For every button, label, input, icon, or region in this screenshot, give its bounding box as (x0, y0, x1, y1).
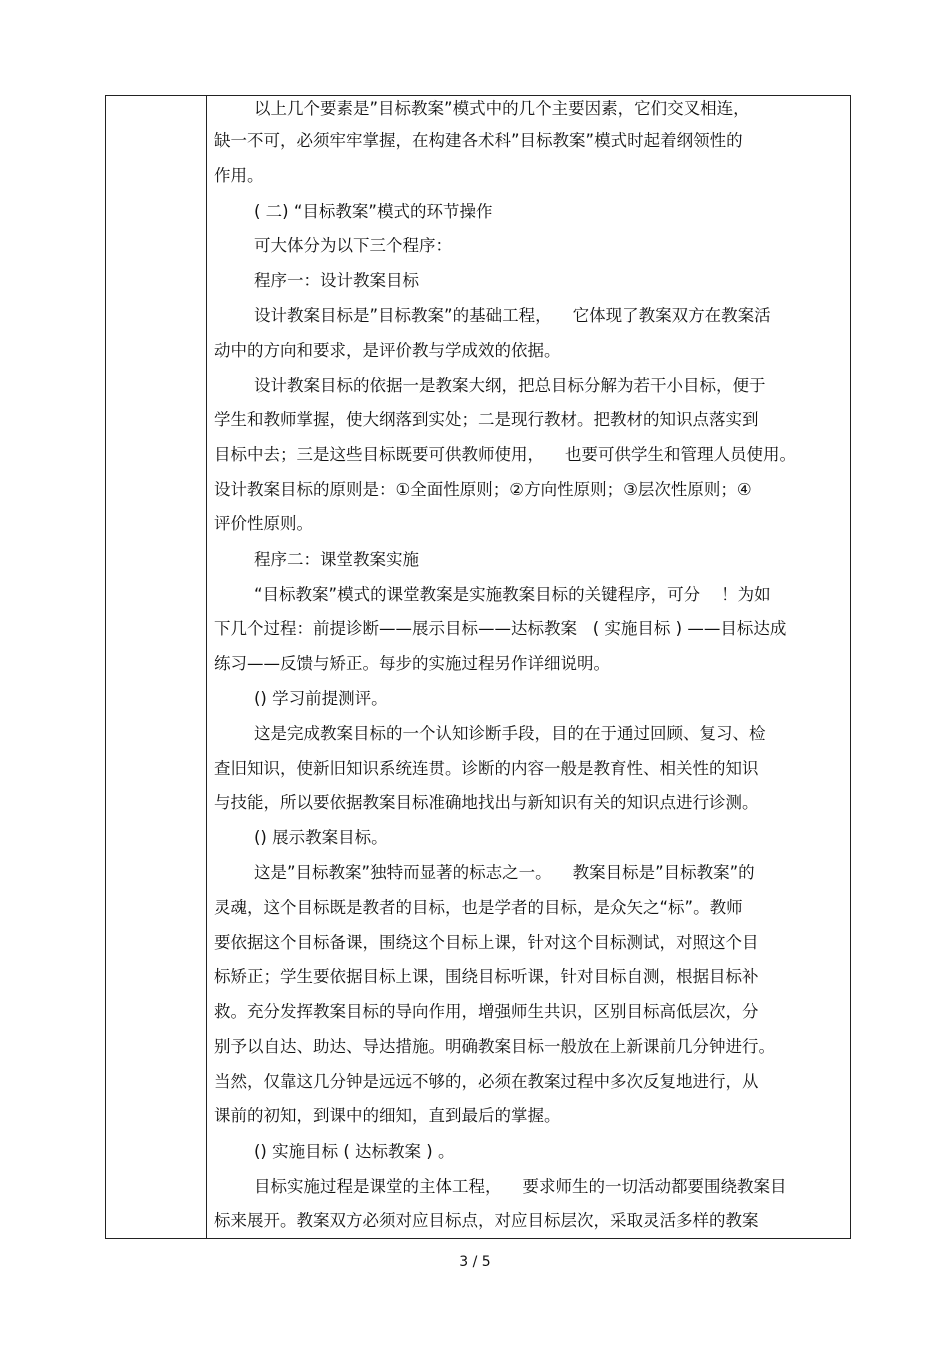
page-number: 3 / 5 (459, 1254, 491, 1270)
paragraph-line: 下几个过程：前提诊断——展示目标——达标教案 ( 实施目标 ) ——目标达成 (214, 619, 787, 638)
subsection-heading: () 展示教案目标。 (254, 828, 388, 847)
section-heading: ( 二) “目标教案”模式的环节操作 (254, 202, 493, 221)
paragraph-line: 标矫正；学生要依据目标上课，围绕目标听课，针对目标自测，根据目标补 (214, 967, 759, 986)
paragraph-line: “目标教案”模式的课堂教案是实施教案目标的关键程序，可分 ！为如 (254, 585, 771, 604)
paragraph-line: 这是”目标教案”独特而显著的标志之一。 教案目标是”目标教案”的 (254, 863, 755, 882)
paragraph-line: 灵魂，这个目标既是教者的目标，也是学者的目标，是众矢之“标”。教师 (214, 898, 743, 917)
table-left-column (106, 96, 207, 1238)
paragraph-line: 查旧知识，使新旧知识系统连贯。诊断的内容一般是教育性、相关性的知识 (214, 759, 759, 778)
step-heading: 程序二：课堂教案实施 (254, 550, 419, 569)
step-heading: 程序一：设计教案目标 (254, 271, 419, 290)
paragraph-line: 以上几个要素是”目标教案”模式中的几个主要因素，它们交叉相连， (254, 99, 750, 118)
subsection-heading: () 学习前提测评。 (254, 689, 388, 708)
paragraph-line: 这是完成教案目标的一个认知诊断手段，目的在于通过回顾、复习、检 (254, 724, 766, 743)
paragraph-line: 缺一不可，必须牢牢掌握，在构建各术科”目标教案”模式时起着纲领性的 (214, 131, 743, 150)
paragraph-line: 救。充分发挥教案目标的导向作用，增强师生共识，区别目标高低层次，分 (214, 1002, 759, 1021)
paragraph-line: 别予以自达、助达、导达措施。明确教案目标一般放在上新课前几分钟进行。 (214, 1037, 775, 1056)
paragraph-line: 评价性原则。 (214, 514, 313, 533)
paragraph-line: 动中的方向和要求，是评价教与学成效的依据。 (214, 341, 561, 360)
paragraph-line: 设计教案目标的原则是：①全面性原则；②方向性原则；③层次性原则；④ (214, 480, 752, 499)
paragraph-line: 目标中去；三是这些目标既要可供教师使用， 也要可供学生和管理人员使用。 (214, 445, 796, 464)
paragraph-line: 当然，仅靠这几分钟是远远不够的，必须在教案过程中多次反复地进行，从 (214, 1072, 759, 1091)
paragraph-line: 可大体分为以下三个程序： (254, 236, 452, 255)
paragraph-line: 目标实施过程是课堂的主体工程， 要求师生的一切活动都要围绕教案目 (254, 1177, 787, 1196)
paragraph-line: 学生和教师掌握，使大纲落到实处；二是现行教材。把教材的知识点落实到 (214, 410, 759, 429)
paragraph-line: 课前的初知，到课中的细知，直到最后的掌握。 (214, 1106, 561, 1125)
paragraph-line: 练习——反馈与矫正。每步的实施过程另作详细说明。 (214, 654, 610, 673)
paragraph-line: 设计教案目标的依据一是教案大纲，把总目标分解为若干小目标，便于 (254, 376, 766, 395)
content-table (105, 95, 851, 1239)
paragraph-line: 与技能，所以要依据教案目标准确地找出与新知识有关的知识点进行诊测。 (214, 793, 759, 812)
subsection-heading: () 实施目标 ( 达标教案 ) 。 (254, 1142, 455, 1161)
paragraph-line: 要依据这个目标备课，围绕这个目标上课，针对这个目标测试，对照这个目 (214, 933, 759, 952)
paragraph-line: 作用。 (214, 166, 264, 185)
paragraph-line: 设计教案目标是”目标教案”的基础工程， 它体现了教案双方在教案活 (254, 306, 771, 325)
paragraph-line: 标来展开。教案双方必须对应目标点，对应目标层次，采取灵活多样的教案 (214, 1211, 759, 1230)
